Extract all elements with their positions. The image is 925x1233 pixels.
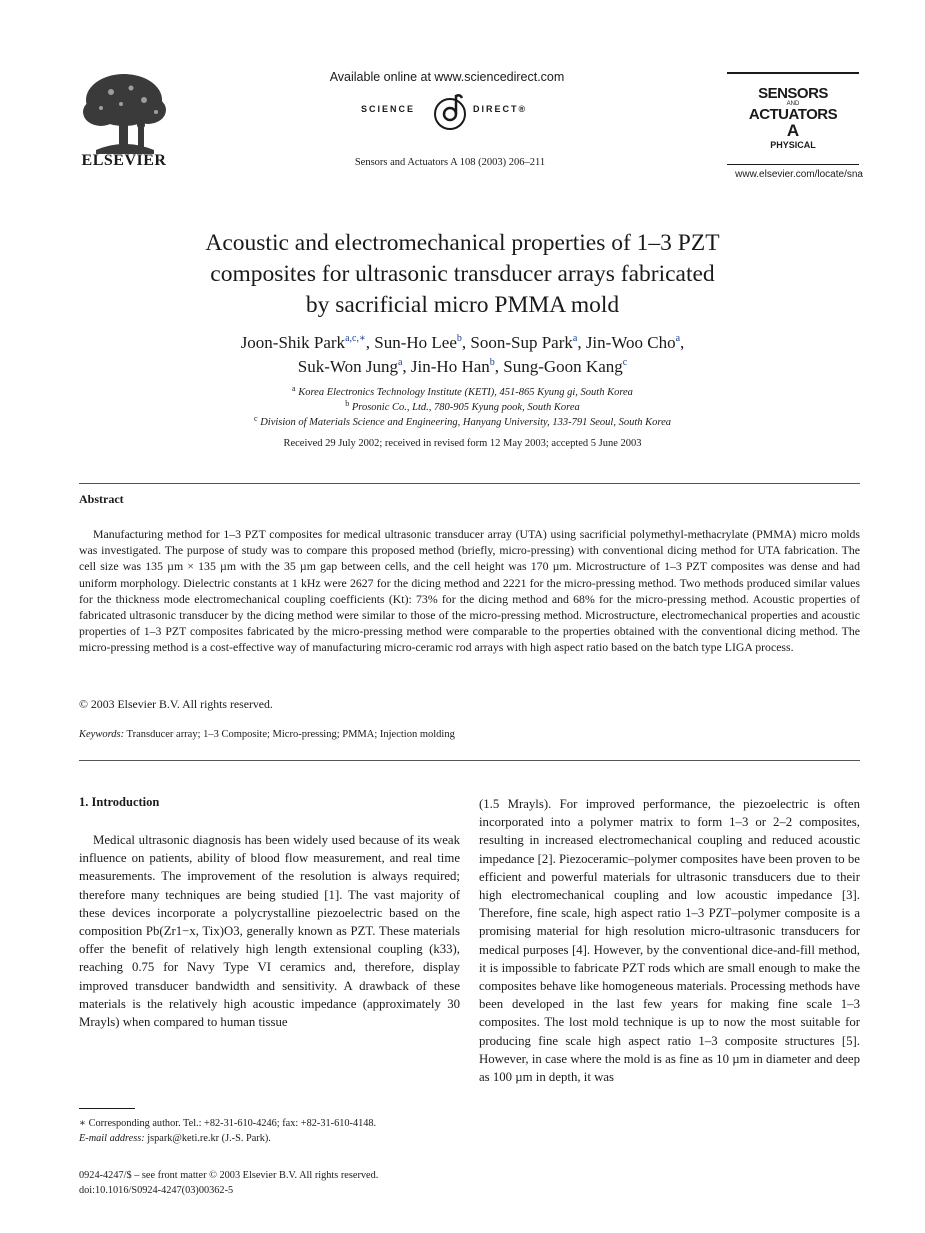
- author-affil-mark[interactable]: c: [622, 357, 628, 368]
- affil-mark: c: [254, 414, 258, 423]
- sciencedirect-logo: [355, 92, 545, 132]
- affil-mark: a: [292, 384, 296, 393]
- body-column-left: Medical ultrasonic diagnosis has been widely used because of its weak influence on patients, ability of blood flow measurement, and real time measurements. The improvement of the resolution is always required; therefore many techniques are being studied [1]. The vast majority of these devices incorporate a polycrystalline piezoelectric based on the composition Pb(Zr1−x, Tix)O3, generally known as PZT. These materials offer the benefit of relatively high length extensional coupling (k33), reaching 0.75 for Navy Type VI ceramics and, therefore, display improved transducer bandwidth and sensitivity. A drawback of these materials is the relatively high acoustic impedance (approximately 30 Mrayls) when compared to human tissue: [79, 833, 460, 1030]
- abstract-bottom-rule: [79, 760, 860, 761]
- section-heading-introduction: 1. Introduction: [79, 795, 160, 809]
- author-affil-mark[interactable]: a: [572, 333, 578, 344]
- affil-text: Prosonic Co., Ltd., 780-905 Kyung pook, South Korea: [351, 402, 580, 413]
- author-affil-mark[interactable]: b: [456, 333, 462, 344]
- sensors-actuators-logo: [727, 73, 859, 163]
- author-affil-mark[interactable]: a,c,∗: [345, 333, 366, 344]
- affil-text: Korea Electronics Technology Institute (KETI), 451-865 Kyung gi, South Korea: [298, 387, 633, 398]
- author-name: Jin-Woo Cho: [585, 333, 676, 352]
- journal-url[interactable]: www.elsevier.com/locate/sna: [735, 169, 863, 180]
- affiliation-c: [120, 415, 805, 430]
- title-line-3: by sacrificial micro PMMA mold: [305, 292, 620, 318]
- sd-left-text: SCIENCE: [361, 104, 416, 114]
- email-address[interactable]: jspark@keti.re.kr (J.-S. Park).: [147, 1133, 271, 1144]
- logo-line-a: A: [786, 121, 800, 140]
- email-label: E-mail address:: [79, 1133, 145, 1144]
- affil-mark: b: [345, 399, 350, 408]
- author-name: Suk-Won Jung: [297, 357, 398, 376]
- sd-at-icon: [430, 92, 470, 132]
- affiliation-b: [120, 400, 805, 415]
- footnote-corresponding: ∗ Corresponding author. Tel.: +82-31-610-4246; fax: +82-31-610-4148.: [79, 1118, 377, 1129]
- author-name: Sun-Ho Lee: [374, 333, 457, 352]
- author-name: Joon-Shik Park: [240, 333, 346, 352]
- keywords-label: Keywords:: [79, 729, 125, 740]
- author-affil-mark[interactable]: a: [397, 357, 403, 368]
- abstract-text: Manufacturing method for 1–3 PZT composites for medical ultrasonic transducer array (UTA) using sacrificial polymethyl-methacrylate (PMMA) micro molds was investigated. The purpose of study was to compare this proposed method (briefly, micro-pressing) with conventional dicing method for UTA fabrication. The cell size was 135 µm × 135 µm with the 35 µm gap between cells, and the cell height was 170 µm. Microstructure of 1–3 PZT composites was dense and had uniform morphology. Dielectric constants at 1 kHz were 2627 for the dicing method and 2221 for the micro-pressing method. Two methods produced similar values for the thickness mode electromechanical coupling coefficients (Kt): 73% for the dicing method and 68% for the micro-pressing method. Acoustic properties of fabricated ultrasonic transducer by the dicing method were similar to those of the micro-pressing method. Microstructure, electromechanical properties and acoustic properties of 1–3 PZT composites fabricated by the micro-pressing method were comparable to the properties obtained with the conventional dicing method. The micro-pressing method is a cost-effective way of manufacturing micro-ceramic rod arrays with high aspect ratio based on the batch type LIGA process.: [79, 527, 860, 655]
- issn-line: 0924-4247/$ – see front matter © 2003 Elsevier B.V. All rights reserved.: [79, 1170, 379, 1181]
- journal-reference: Sensors and Actuators A 108 (2003) 206–211: [354, 157, 546, 168]
- available-online-text: Available online at www.sciencedirect.com: [329, 70, 565, 84]
- keywords: [79, 729, 455, 740]
- logo-line-and: AND: [786, 101, 800, 107]
- footnote: [79, 1116, 460, 1146]
- author-affil-mark[interactable]: a: [675, 333, 681, 344]
- affiliation-a: [120, 385, 805, 400]
- keywords-list: Transducer array; 1–3 Composite; Micro-pressing; PMMA; Injection molding: [126, 729, 455, 740]
- publisher-name: ELSEVIER: [81, 152, 167, 169]
- author-affil-mark[interactable]: b: [489, 357, 495, 368]
- article-title: [120, 228, 805, 321]
- footnote-rule: [79, 1108, 135, 1109]
- title-line-2: composites for ultrasonic transducer arrays fabricated: [210, 261, 715, 287]
- logo-line-physical: PHYSICAL: [770, 140, 816, 150]
- authors-line-1: Joon-Shik Park$^{a,c,∗}$, Sun-Ho Lee$^b$, Soon-Sup Park$^a$, Jin-Woo Cho$^a$,: [240, 333, 685, 352]
- doi-line[interactable]: doi:10.1016/S0924-4247(03)00362-5: [79, 1185, 234, 1196]
- author-name: Sung-Goon Kang: [503, 357, 623, 376]
- author-name: Soon-Sup Park: [470, 333, 573, 352]
- abstract-heading: Abstract: [79, 492, 124, 506]
- abstract-top-rule: [79, 483, 860, 484]
- affil-text: Division of Materials Science and Engineering, Hanyang University, 133-791 Seoul, South Korea: [260, 417, 671, 428]
- front-matter-info: [79, 1168, 499, 1198]
- title-line-1: Acoustic and electromechanical properties of 1–3 PZT: [205, 230, 720, 256]
- sd-right-text: DIRECT®: [473, 104, 528, 114]
- logo-line-sensors: SENSORS: [758, 85, 828, 102]
- affiliations: [120, 385, 805, 430]
- authors-line-2: Suk-Won Jung$^a$, Jin-Ho Han$^b$, Sung-Goon Kang$^c$: [297, 357, 628, 376]
- body-column-right: (1.5 Mrayls). For improved performance, the piezoelectric is often incorporated into a polymer matrix to form 1–3 or 2–2 composites, resulting in increased electromechanical coupling and reduced acoustic impedance [2]. Piezoceramic–polymer composites have been proven to be efficient and powerful materials for ultrasonic transducers due to their high electromechanical coupling and low acoustic impedance [3]. Therefore, fine scale, high aspect ratio 1–3 PZT–polymer composite is a promising material for high resolution micro-ultrasonic transducers for medical purposes [4]. However, by the conventional dice-and-fill method, it is impossible to fabricate PZT rods which are small enough to make the composites behave like homogeneous materials. Processing methods have been developed in the last few years for making fine scale 1–3 composites. The lost mold technique is up to now the most suitable for producing fine scale high aspect ratio 1–3 composite structures [5]. However, in case where the mold is as fine as 10 µm in diameter and deep as 100 µm in depth, it was: [479, 797, 860, 1085]
- author-list: [120, 331, 805, 379]
- footnote-email: [79, 1131, 460, 1146]
- journal-logo-bottom-rule: [727, 164, 859, 165]
- author-name: Jin-Ho Han: [410, 357, 490, 376]
- logo-line-actuators: ACTUATORS: [748, 106, 838, 123]
- abstract-copyright: © 2003 Elsevier B.V. All rights reserved.: [79, 697, 273, 711]
- received-dates: Received 29 July 2002; received in revised form 12 May 2003; accepted 5 June 2003: [283, 438, 642, 449]
